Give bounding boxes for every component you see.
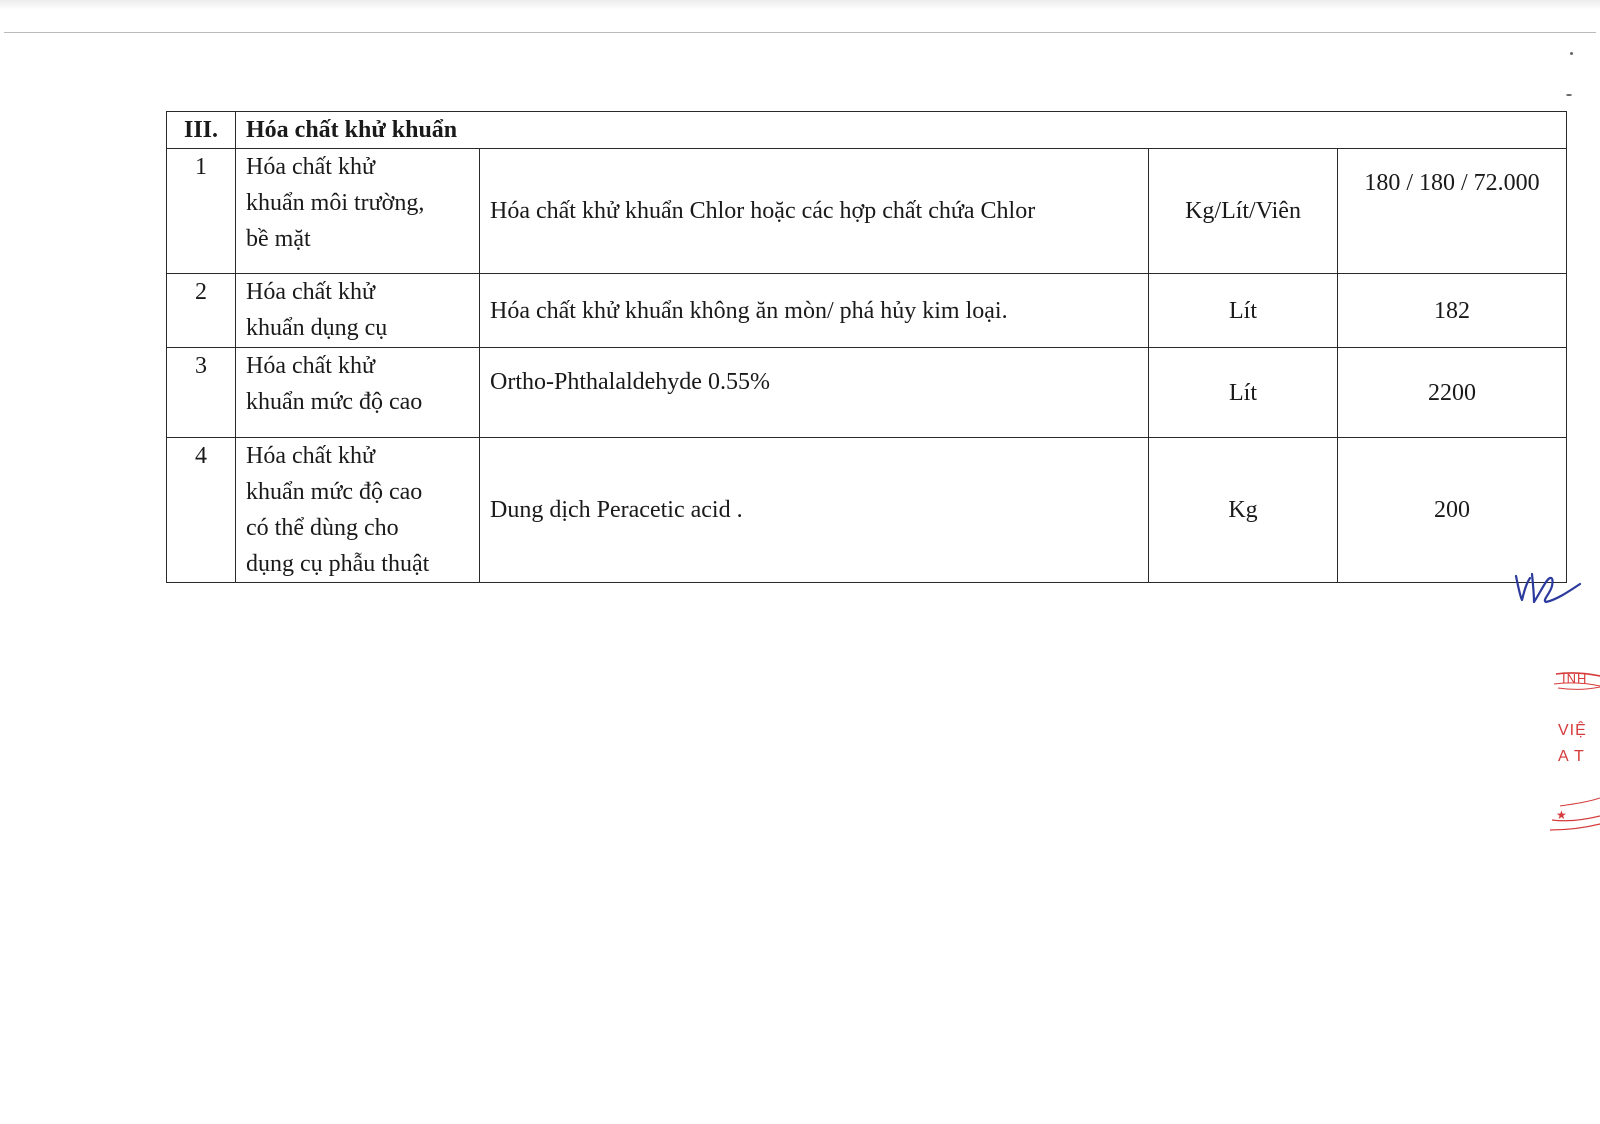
scan-speck	[1566, 94, 1572, 96]
document-table-container	[166, 111, 1567, 583]
item-unit: Lít	[1149, 274, 1338, 348]
item-unit: Lít	[1149, 348, 1338, 438]
item-quantity: 200	[1338, 438, 1567, 583]
stamp-star-icon: ★	[1556, 808, 1568, 822]
item-specification: Ortho-Phthalaldehyde 0.55%	[480, 348, 1149, 438]
item-quantity: 180 / 180 / 72.000	[1338, 149, 1567, 274]
row-number: 1	[167, 149, 236, 274]
item-name-line: khuẩn mức độ cao	[246, 389, 423, 415]
initials-signature	[1512, 566, 1582, 610]
item-name	[236, 438, 480, 583]
section-number: III.	[167, 112, 236, 149]
section-title: Hóa chất khử khuẩn	[236, 112, 1567, 149]
item-quantity: 2200	[1338, 348, 1567, 438]
row-number: 4	[167, 438, 236, 583]
stamp-text: A T	[1558, 748, 1585, 765]
chemical-items-table	[166, 111, 1567, 583]
table-row	[167, 348, 1567, 438]
stamp-text: INH	[1562, 671, 1588, 686]
row-number: 3	[167, 348, 236, 438]
item-name-line: dụng cụ phẫu thuật	[246, 551, 430, 577]
item-quantity: 182	[1338, 274, 1567, 348]
scan-top-band	[0, 0, 1600, 10]
section-header-row	[167, 112, 1567, 149]
table-row	[167, 149, 1567, 274]
item-unit: Kg	[1149, 438, 1338, 583]
red-stamp-fragment	[1550, 670, 1600, 850]
signature-stroke	[1516, 574, 1580, 602]
item-name-line: khuẩn dụng cụ	[246, 315, 388, 341]
item-unit: Kg/Lít/Viên	[1149, 149, 1338, 274]
item-name-line: khuẩn môi trường,	[246, 190, 425, 216]
scan-top-rule	[4, 32, 1596, 33]
item-name	[236, 348, 480, 438]
table-row	[167, 438, 1567, 583]
item-specification: Hóa chất khử khuẩn Chlor hoặc các hợp chất chứa Chlor	[480, 149, 1149, 274]
item-name-line: có thể dùng cho	[246, 515, 399, 541]
item-specification: Dung dịch Peracetic acid .	[480, 438, 1149, 583]
item-name	[236, 149, 480, 274]
item-name-line: bề mặt	[246, 226, 311, 252]
table-row	[167, 274, 1567, 348]
item-name-line: khuẩn mức độ cao	[246, 479, 423, 505]
item-name-line: Hóa chất khử	[246, 154, 375, 180]
item-name	[236, 274, 480, 348]
item-specification: Hóa chất khử khuẩn không ăn mòn/ phá hủy kim loại.	[480, 274, 1149, 348]
item-name-line: Hóa chất khử	[246, 353, 375, 379]
item-name-line: Hóa chất khử	[246, 279, 375, 305]
stamp-text: VIỆ	[1558, 722, 1587, 739]
scan-speck	[1570, 52, 1573, 55]
row-number: 2	[167, 274, 236, 348]
item-name-line: Hóa chất khử	[246, 443, 375, 469]
